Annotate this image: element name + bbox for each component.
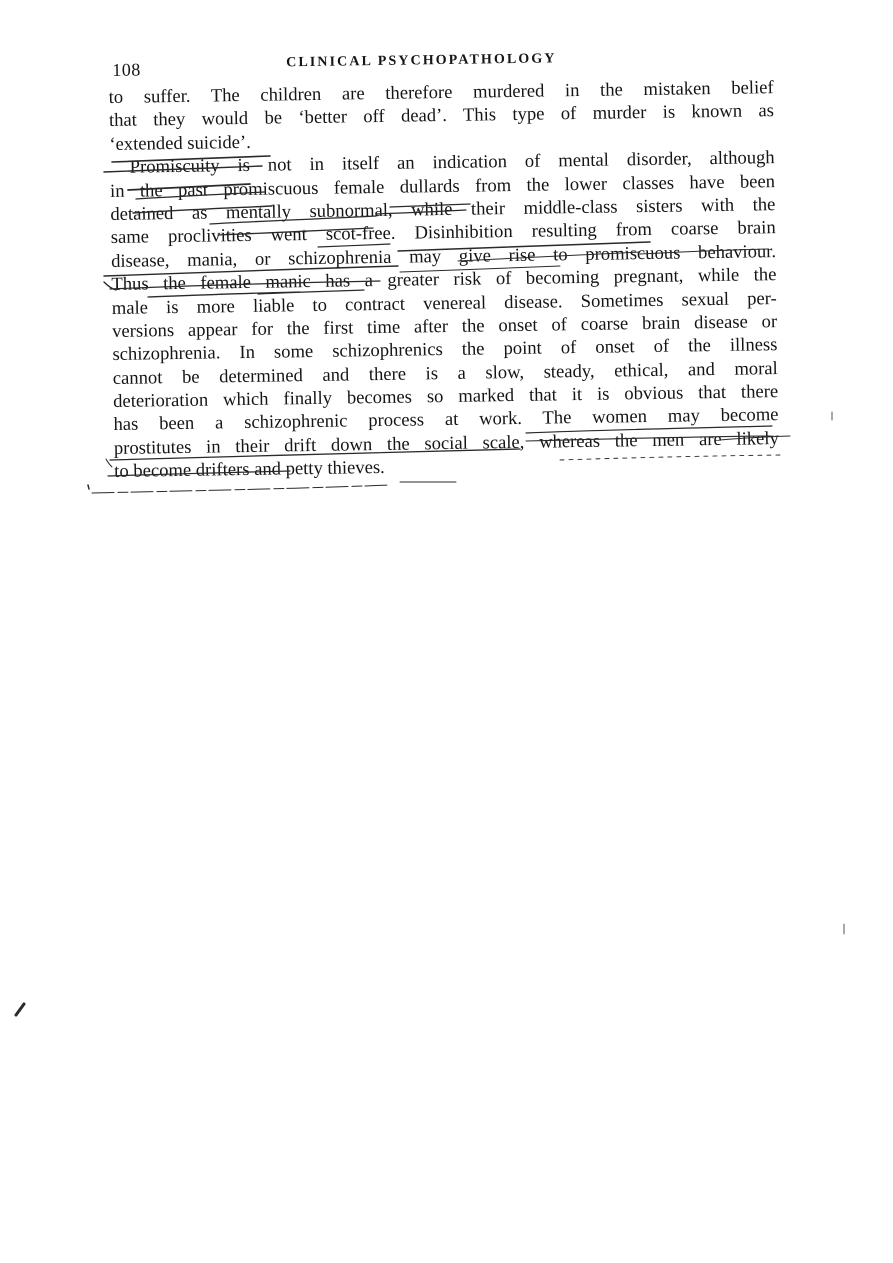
text-line: detained as mentally subnormal, while their middle-class sisters with the bbox=[110, 194, 776, 225]
page-text-block bbox=[108, 42, 779, 483]
text-line: deterioration which finally becomes so marked that it is obvious that there bbox=[113, 381, 779, 413]
text-line: to become drifters and petty thieves. bbox=[114, 457, 385, 483]
text-line: in the past promiscuous female dullards from the lower classes have been bbox=[109, 170, 776, 202]
pencil-underline bbox=[106, 459, 112, 467]
margin-smudge bbox=[16, 1004, 24, 1015]
body-text bbox=[109, 76, 780, 483]
text-line: prostitutes in their drift down the social scale, whereas the men are likely bbox=[113, 427, 779, 459]
text-line: schizophrenia. In some schizophrenics the point of onset of the illness bbox=[112, 334, 778, 366]
page-number: 108 bbox=[112, 59, 141, 80]
pencil-underline bbox=[92, 485, 390, 493]
margin-speck bbox=[88, 485, 89, 489]
text-line: Promiscuity is not in itself an indication of mental disorder, although bbox=[129, 147, 775, 178]
text-line: that they would be ‘better off dead’. This type of murder is known as bbox=[108, 100, 775, 132]
text-line: same proclivities went scot-free. Disinhibition resulting from coarse brain bbox=[110, 217, 776, 249]
text-line: cannot be determined and there is a slow, steady, ethical, and moral bbox=[112, 357, 778, 389]
text-line: male is more liable to contract venereal disease. Sometimes sexual per- bbox=[111, 287, 777, 319]
text-line: versions appear for the first time after the onset of coarse brain disease or bbox=[111, 311, 778, 342]
text-line: disease, mania, or schizophrenia may give rise to promiscuous behaviour. bbox=[110, 240, 777, 272]
running-head: CLINICAL PSYCHOPATHOLOGY bbox=[286, 51, 557, 71]
text-line: to suffer. The children are therefore murdered in the mistaken belief bbox=[108, 77, 774, 108]
text-line: ‘extended suicide’. bbox=[109, 131, 251, 155]
text-line: Thus the female manic has a greater risk of becoming pregnant, while the bbox=[111, 264, 777, 296]
text-line: has been a schizophrenic process at work. The women may become bbox=[113, 404, 779, 436]
